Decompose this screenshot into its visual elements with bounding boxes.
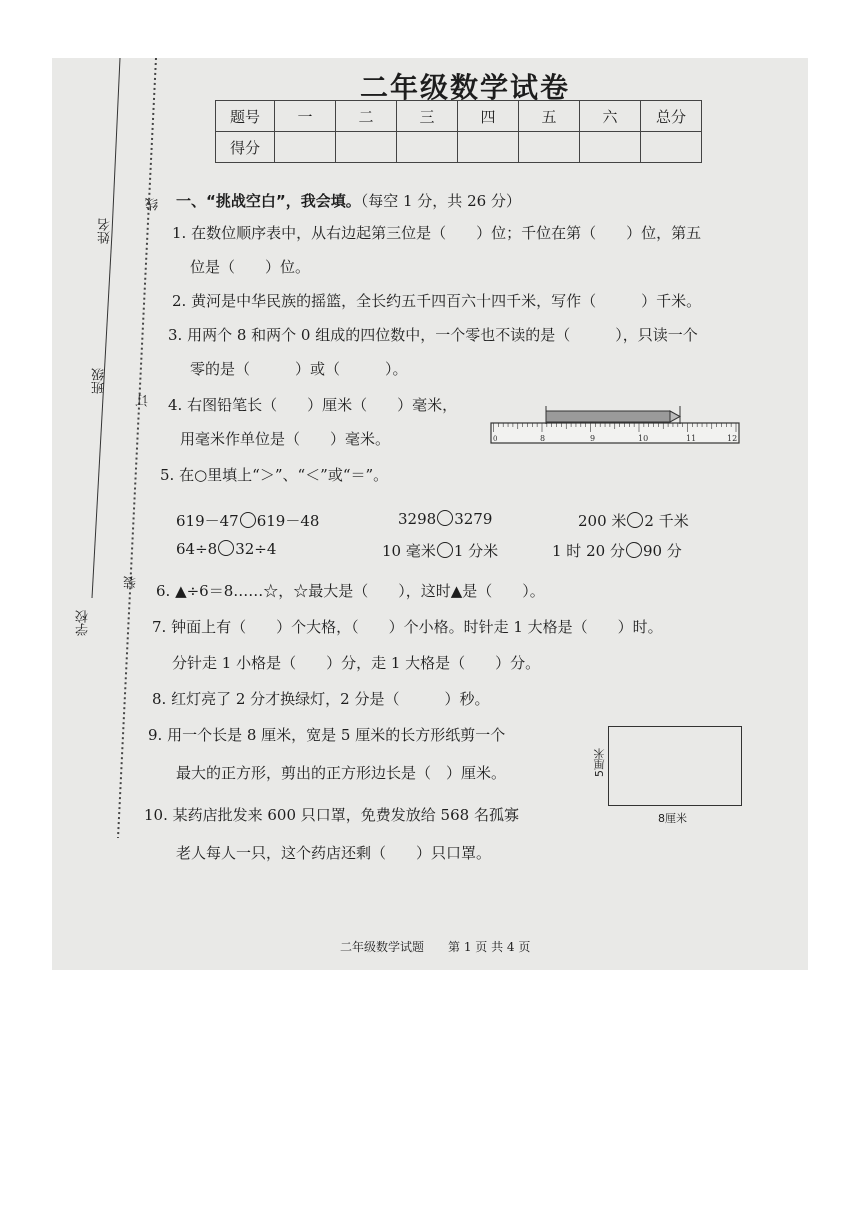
school-label: 学校 (76, 610, 91, 636)
compare-right: 619－48 (256, 512, 320, 530)
ruler-tick-label: 10 (638, 434, 649, 443)
ruler-tick-label: 11 (686, 434, 697, 443)
score-header-cell: 二 (336, 101, 397, 132)
section-1-heading (176, 190, 521, 211)
binding-margin-lines (52, 58, 182, 970)
compare-item (398, 510, 492, 528)
compare-right: 3279 (454, 510, 493, 528)
question-3-line-1: 3. 用两个 8 和两个 0 组成的四位数中，一个零也不读的是（ ），只读一个 (168, 326, 698, 344)
compare-right: 2 千米 (644, 512, 689, 530)
rectangle-figure (608, 726, 742, 806)
compare-item (578, 510, 689, 531)
question-4-line-2: 用毫米作单位是（ ）毫米。 (180, 430, 391, 448)
compare-left: 3298 (398, 510, 437, 528)
compare-item (382, 540, 498, 561)
line-label: 线 (146, 198, 161, 211)
compare-right: 32÷4 (235, 540, 277, 558)
question-1-line-2: 位是（ ）位。 (190, 258, 311, 276)
compare-item (176, 540, 276, 558)
compare-circle[interactable] (218, 540, 234, 556)
ruler-tick-label: 8 (540, 434, 546, 443)
section-1-note: （每空 1 分，共 26 分） (360, 192, 521, 210)
question-7-line-2: 分针走 1 小格是（ ）分，走 1 大格是（ ）分。 (172, 654, 541, 672)
score-header-cell: 一 (275, 101, 336, 132)
compare-left: 200 米 (578, 512, 627, 530)
score-header-cell: 题号 (216, 101, 275, 132)
section-1-title: 一、“挑战空白”，我会填。 (176, 192, 361, 210)
question-10-line-1: 10. 某药店批发来 600 只口罩，免费发放给 568 名孤寡 (144, 806, 519, 824)
compare-right: 1 分米 (453, 542, 499, 560)
ding-label: 订 (136, 394, 151, 407)
question-7-line-1: 7. 钟面上有（ ）个大格，（ ）个小格。时针走 1 大格是（ ）时。 (152, 618, 663, 636)
rectangle-length-label: 8厘米 (658, 812, 687, 825)
ruler-tick-label: 12 (727, 434, 738, 443)
question-9-line-1: 9. 用一个长是 8 厘米，宽是 5 厘米的长方形纸剪一个 (148, 726, 506, 744)
score-header-cell: 四 (458, 101, 519, 132)
compare-circle[interactable] (626, 542, 642, 558)
score-cell[interactable] (458, 132, 519, 163)
compare-item (176, 510, 319, 531)
compare-left: 10 毫米 (382, 542, 436, 560)
question-4-line-1: 4. 右图铅笔长（ ）厘米（ ）毫米， (168, 396, 458, 414)
zhuang-label: 装 (124, 576, 139, 589)
score-cell[interactable] (336, 132, 397, 163)
compare-left: 619－47 (176, 512, 239, 530)
score-cell[interactable] (275, 132, 336, 163)
compare-left: 1 时 20 分 (552, 542, 625, 560)
question-1-line-1: 1. 在数位顺序表中，从右边起第三位是（ ）位；千位在第（ ）位，第五 (172, 224, 702, 242)
score-row-label: 得分 (216, 132, 275, 163)
score-header-cell: 五 (519, 101, 580, 132)
question-8: 8. 红灯亮了 2 分才换绿灯，2 分是（ ）秒。 (152, 690, 490, 708)
compare-right: 90 分 (642, 542, 682, 560)
ruler-tick-label: 0 (493, 435, 498, 443)
name-label: 姓名 (98, 218, 113, 244)
score-cell[interactable] (641, 132, 702, 163)
question-5: 5. 在○里填上“＞”、“＜”或“＝”。 (160, 466, 389, 484)
exam-title: 二年级数学试卷 (360, 71, 571, 104)
score-header-cell: 三 (397, 101, 458, 132)
question-3-line-2: 零的是（ ）或（ ）。 (190, 360, 408, 378)
question-2: 2. 黄河是中华民族的摇篮，全长约五千四百六十四千米，写作（ ）千米。 (172, 292, 702, 310)
pencil-icon (546, 406, 680, 424)
compare-circle[interactable] (437, 510, 453, 526)
compare-circle[interactable] (240, 512, 256, 528)
compare-circle[interactable] (627, 512, 643, 528)
compare-left: 64÷8 (176, 540, 218, 558)
compare-item (552, 540, 682, 561)
question-9-line-2: 最大的正方形，剪出的正方形边长是（ ）厘米。 (176, 764, 507, 782)
exam-paper (52, 58, 808, 970)
score-cell[interactable] (519, 132, 580, 163)
rectangle-width-label: 5厘米 (593, 748, 606, 777)
compare-circle[interactable] (437, 542, 453, 558)
ruler-tick-label: 9 (590, 434, 596, 443)
class-label: 班级 (92, 368, 107, 394)
question-10-line-2: 老人每人一只，这个药店还剩（ ）只口罩。 (176, 844, 492, 862)
page-footer: 二年级数学试题 第 1 页 共 4 页 (340, 940, 531, 954)
score-cell[interactable] (397, 132, 458, 163)
score-table (215, 100, 702, 163)
score-header-cell: 六 (580, 101, 641, 132)
score-cell[interactable] (580, 132, 641, 163)
ruler-figure (490, 402, 742, 448)
score-header-cell: 总分 (641, 101, 702, 132)
question-6: 6. ▲÷6＝8……☆，☆最大是（ ），这时▲是（ ）。 (156, 582, 545, 600)
